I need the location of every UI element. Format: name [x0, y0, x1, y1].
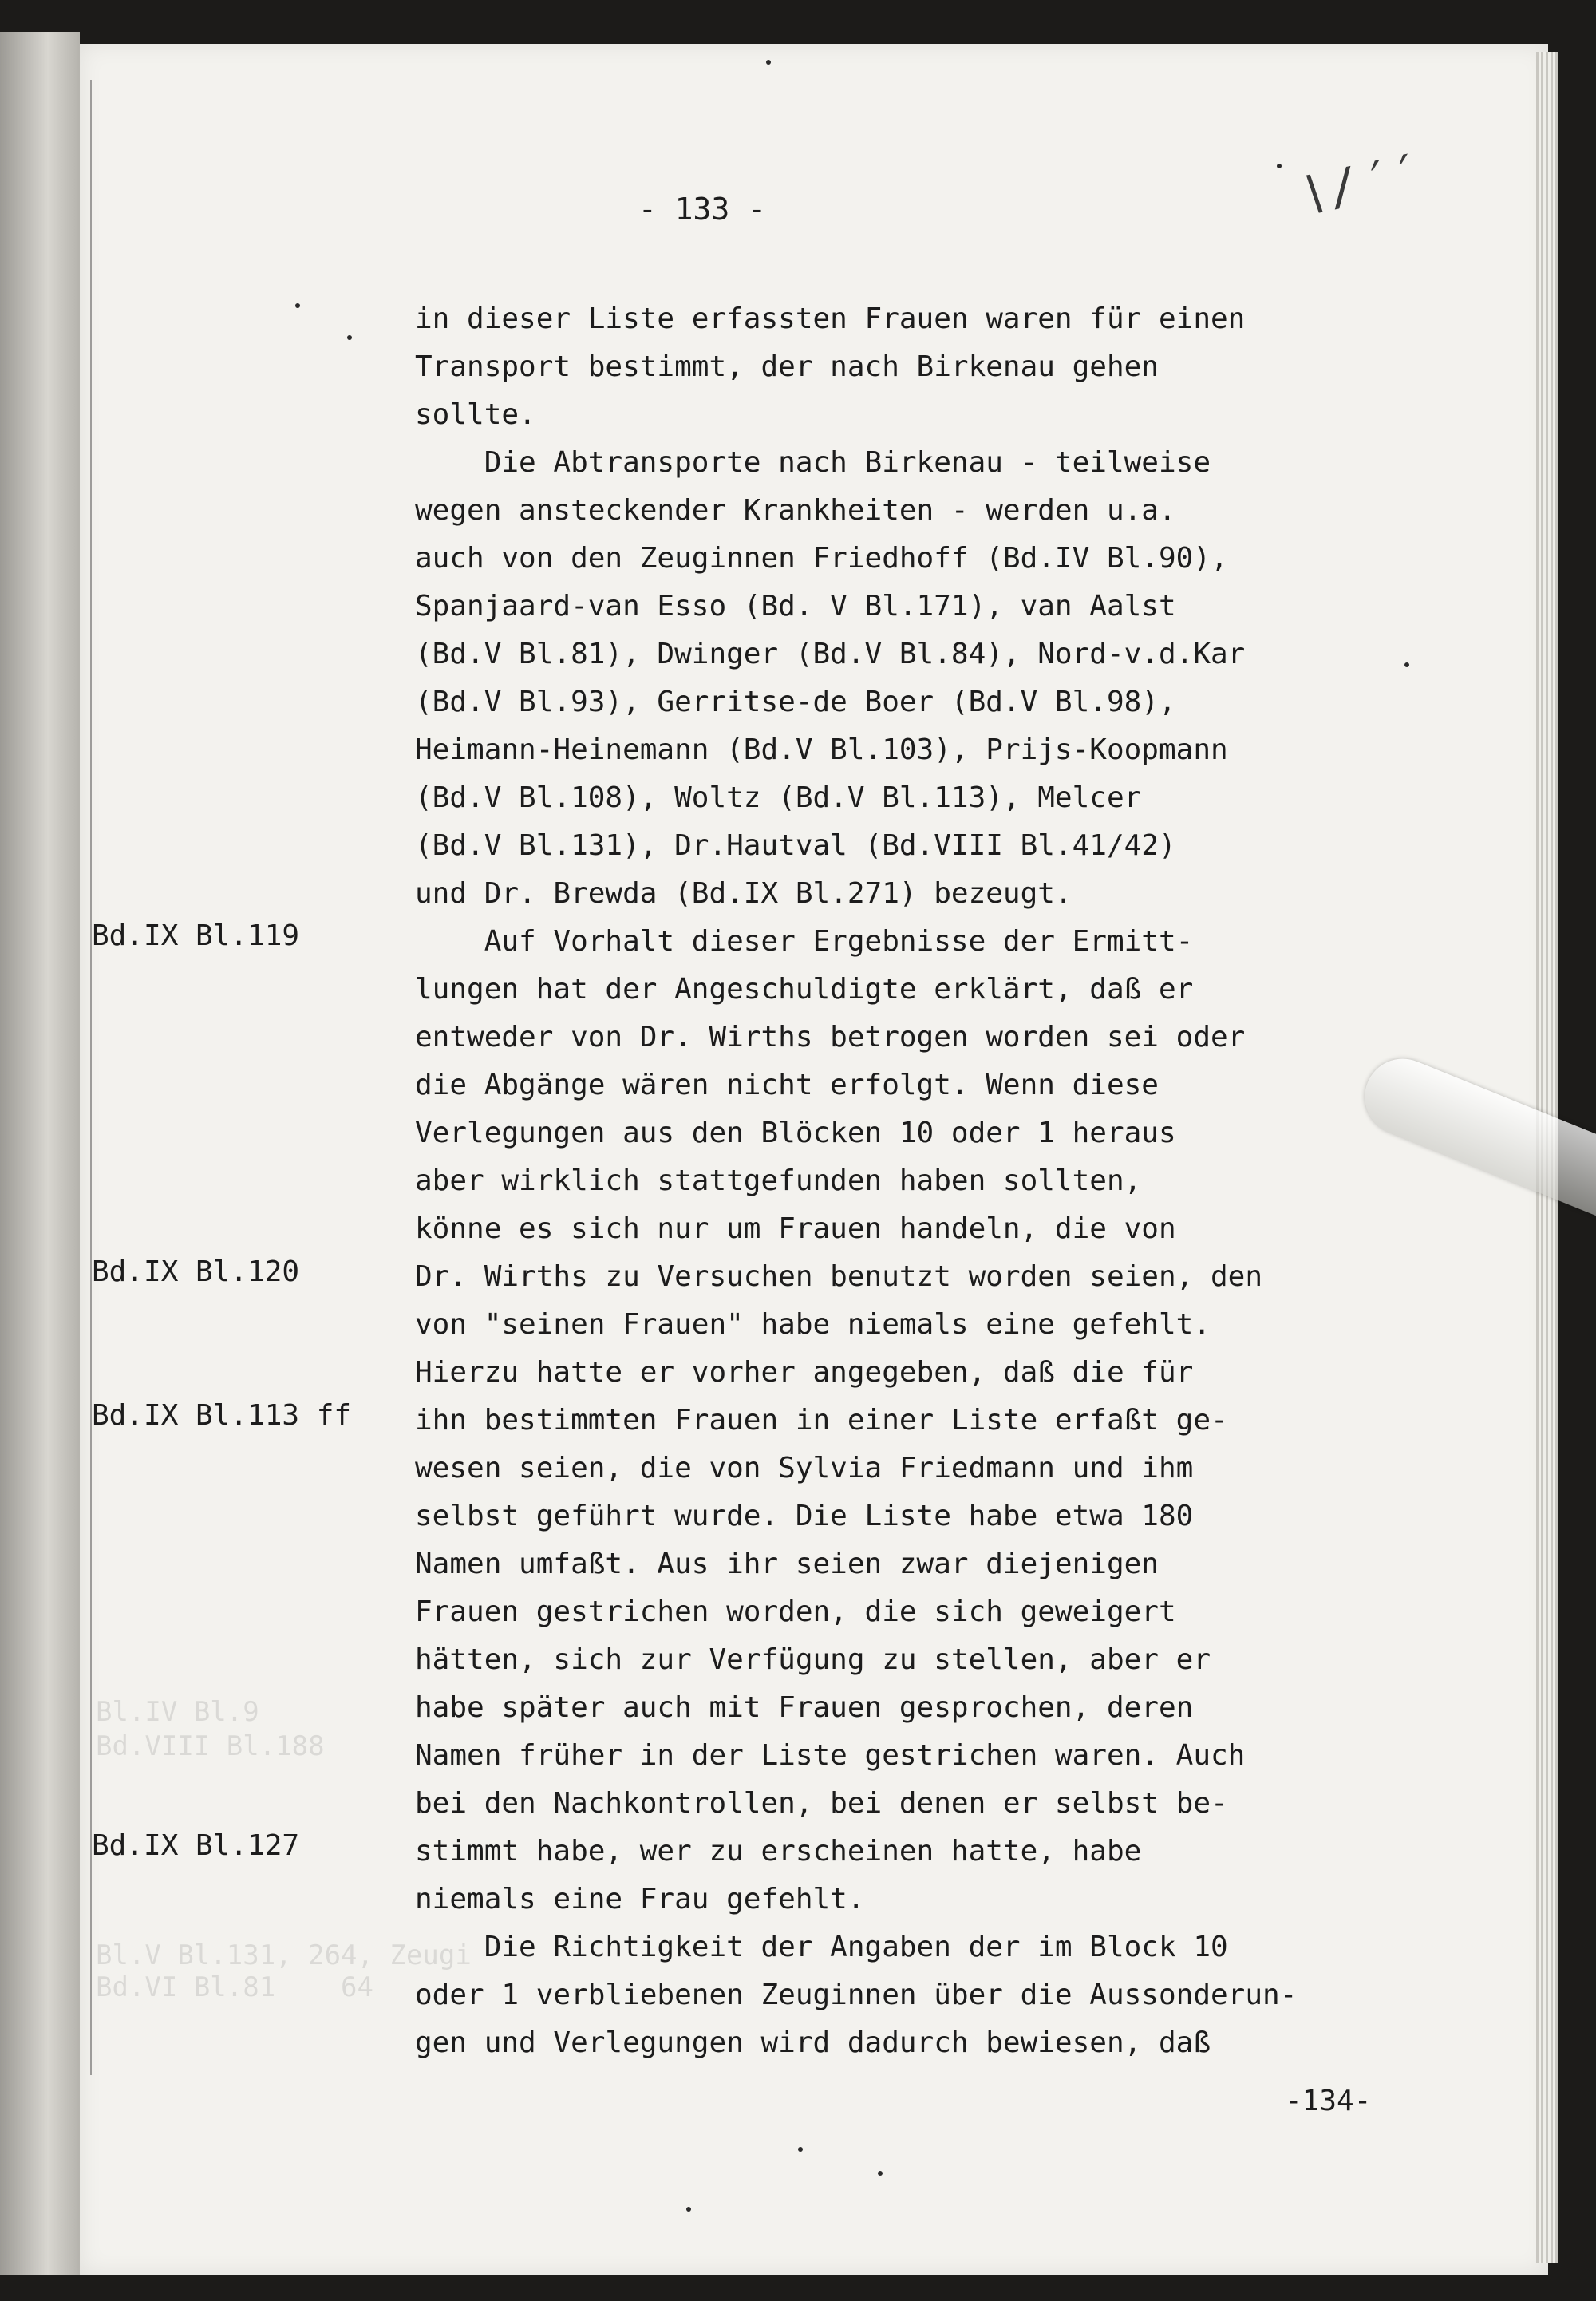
text-line: habe später auch mit Frauen gesprochen, deren: [415, 1691, 1194, 1724]
text-line: Auf Vorhalt dieser Ergebnisse der Ermitt-: [415, 925, 1194, 958]
margin-reference: Bd.IX Bl.127: [92, 1829, 300, 1862]
text-line: niemals eine Frau gefehlt.: [415, 1883, 865, 1916]
text-line: ihn bestimmten Frauen in einer Liste erfaßt ge-: [415, 1404, 1228, 1437]
text-line: entweder von Dr. Wirths betrogen worden sei oder: [415, 1021, 1246, 1054]
speck: [1404, 662, 1409, 667]
text-line: Namen umfaßt. Aus ihr seien zwar diejenigen: [415, 1548, 1159, 1580]
text-line: auch von den Zeuginnen Friedhoff (Bd.IV Bl.90),: [415, 542, 1228, 575]
text-line: wesen seien, die von Sylvia Friedmann und ihm: [415, 1452, 1194, 1485]
ghost-text-line: Bl.V Bl.131, 264, Zeugi: [96, 1939, 472, 1971]
speck: [798, 2147, 803, 2152]
speck: [686, 2207, 691, 2212]
text-line: (Bd.V Bl.131), Dr.Hautval (Bd.VIII Bl.41/42): [415, 829, 1176, 862]
text-line: Heimann-Heinemann (Bd.V Bl.103), Prijs-Koopmann: [415, 733, 1228, 766]
speck: [766, 60, 771, 65]
text-line: könne es sich nur um Frauen handeln, die von: [415, 1212, 1176, 1245]
margin-reference: Bd.IX Bl.119: [92, 919, 300, 952]
text-line: (Bd.V Bl.108), Woltz (Bd.V Bl.113), Melcer: [415, 781, 1142, 814]
speck: [1277, 164, 1282, 168]
text-line: sollte.: [415, 398, 536, 431]
speck: [347, 335, 352, 340]
text-line: Namen früher in der Liste gestrichen waren. Auch: [415, 1739, 1246, 1772]
text-line: gen und Verlegungen wird dadurch bewiesen, daß: [415, 2026, 1211, 2059]
text-line: hätten, sich zur Verfügung zu stellen, aber er: [415, 1643, 1211, 1676]
text-line: Die Abtransporte nach Birkenau - teilweise: [415, 446, 1211, 479]
margin-rule: [90, 80, 92, 2075]
speck: [295, 303, 300, 308]
text-line: und Dr. Brewda (Bd.IX Bl.271) bezeugt.: [415, 877, 1073, 910]
text-line: oder 1 verbliebenen Zeuginnen über die Aussonderun-: [415, 1979, 1298, 2011]
previous-page-edge: [0, 32, 80, 2275]
text-line: aber wirklich stattgefunden haben sollten,: [415, 1164, 1142, 1197]
speck: [878, 2171, 883, 2176]
margin-reference: Bd.IX Bl.113 ff: [92, 1399, 352, 1432]
text-line: Dr. Wirths zu Versuchen benutzt worden seien, den: [415, 1260, 1263, 1293]
text-line: die Abgänge wären nicht erfolgt. Wenn diese: [415, 1069, 1159, 1101]
text-line: wegen ansteckender Krankheiten - werden u.a.: [415, 494, 1176, 527]
margin-reference: Bd.IX Bl.120: [92, 1255, 300, 1288]
page-number: - 133 -: [638, 192, 767, 227]
ghost-text-line: Bd.VIII Bl.188: [96, 1730, 325, 1762]
text-line: von "seinen Frauen" habe niemals eine gefehlt.: [415, 1308, 1211, 1341]
text-line: Spanjaard-van Esso (Bd. V Bl.171), van Aalst: [415, 590, 1176, 623]
text-line: selbst geführt wurde. Die Liste habe etwa 180: [415, 1500, 1194, 1532]
text-line: Verlegungen aus den Blöcken 10 oder 1 heraus: [415, 1117, 1176, 1149]
text-line: Die Richtigkeit der Angaben der im Block 10: [415, 1931, 1228, 1963]
text-line: Hierzu hatte er vorher angegeben, daß die für: [415, 1356, 1194, 1389]
ghost-text-line: Bl.IV Bl.9: [96, 1696, 259, 1728]
text-line: Frauen gestrichen worden, die sich geweigert: [415, 1595, 1176, 1628]
text-line: (Bd.V Bl.93), Gerritse-de Boer (Bd.V Bl.98),: [415, 686, 1176, 718]
text-line: bei den Nachkontrollen, bei denen er selbst be-: [415, 1787, 1228, 1820]
text-line: Transport bestimmt, der nach Birkenau gehen: [415, 350, 1159, 383]
text-line: (Bd.V Bl.81), Dwinger (Bd.V Bl.84), Nord-v.d.Kar: [415, 638, 1246, 670]
text-line: in dieser Liste erfassten Frauen waren für einen: [415, 302, 1246, 335]
body-text: [415, 295, 1420, 2067]
catchword: -134-: [1285, 2085, 1372, 2117]
handwritten-mark: \/′′: [1296, 144, 1421, 223]
ghost-text-line: Bd.VI Bl.81 64: [96, 1971, 373, 2003]
text-line: lungen hat der Angeschuldigte erklärt, daß er: [415, 973, 1194, 1006]
text-line: stimmt habe, wer zu erscheinen hatte, habe: [415, 1835, 1142, 1868]
